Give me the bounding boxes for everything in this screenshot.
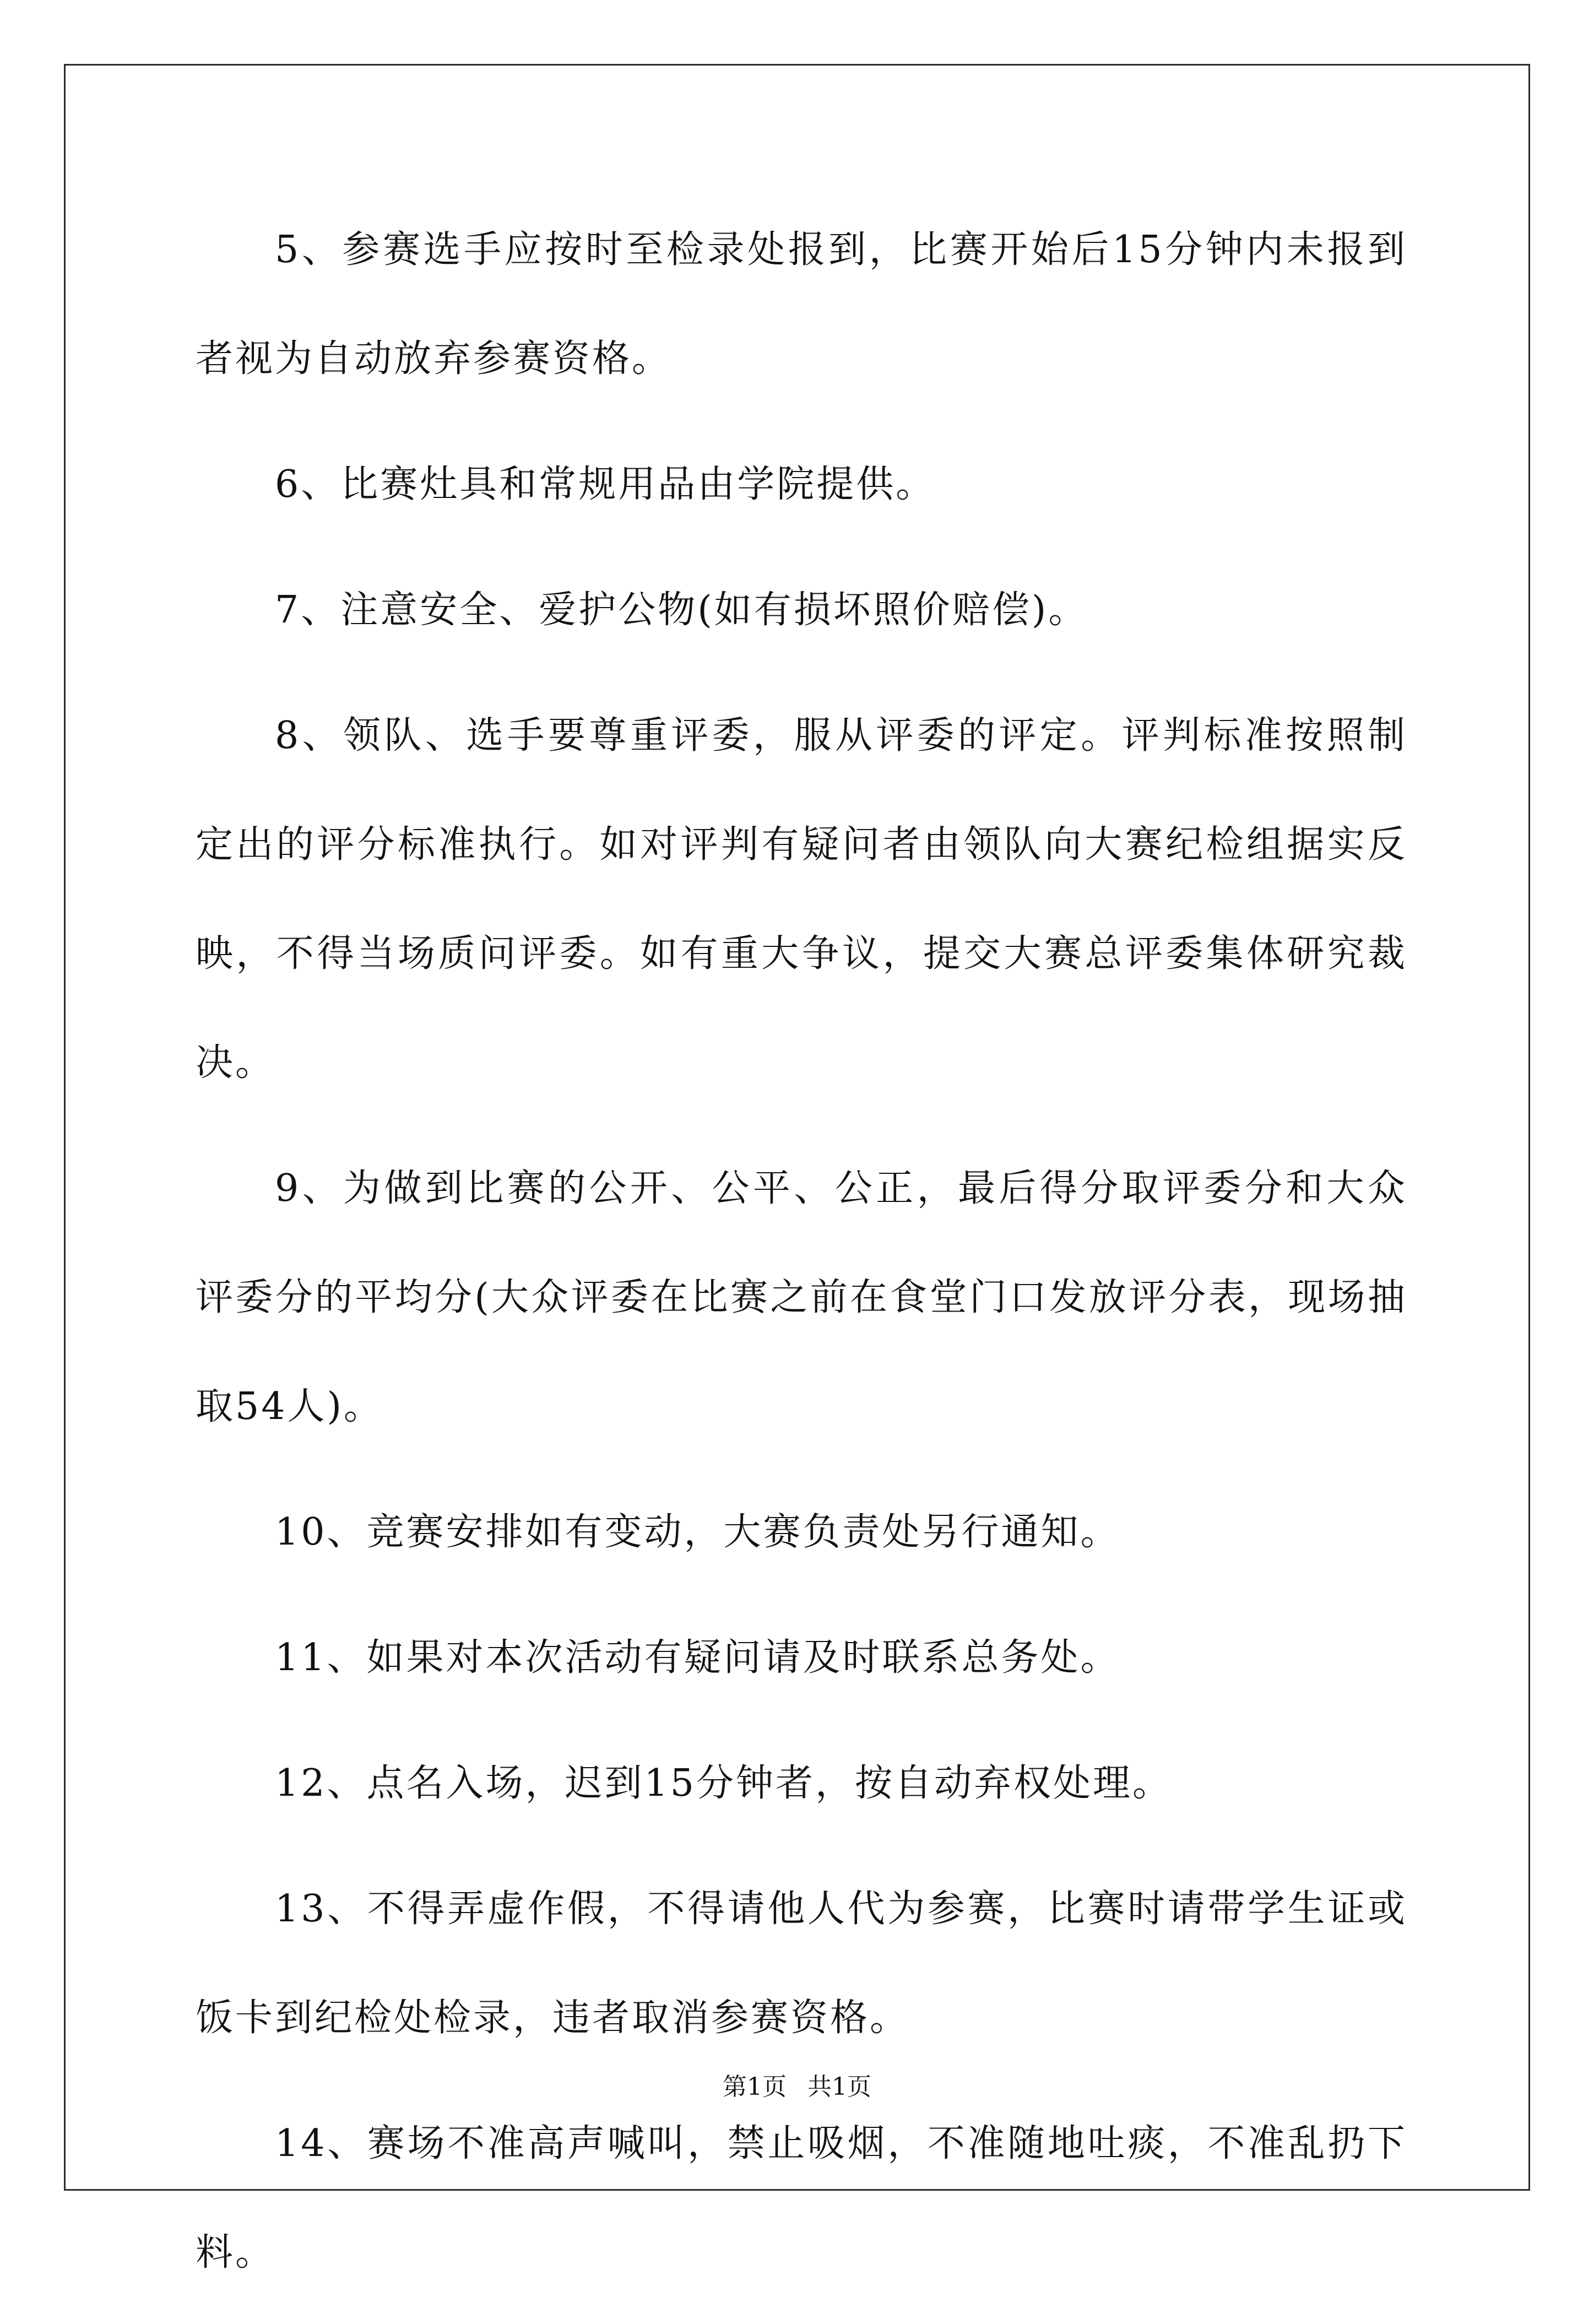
document-body	[196, 196, 1407, 2324]
rule-paragraph-6: 6、比赛灶具和常规用品由学院提供。	[275, 463, 936, 506]
rule-paragraph-14: 14、赛场不准高声喊叫，禁止吸烟，不准随地吐痰，不准乱扔下料。	[196, 2122, 1407, 2274]
page-footer	[0, 2067, 1594, 2102]
page-number: 第1页	[723, 2073, 787, 2101]
rule-paragraph-11: 11、如果对本次活动有疑问请及时联系总务处。	[275, 1636, 1120, 1680]
rule-paragraph-8: 8、领队、选手要尊重评委，服从评委的评定。评判标准按照制定出的评分标准执行。如对评判有疑问者由领队向大赛纪检组据实反映，不得当场质问评委。如有重大争议，提交大赛总评委集体研究裁决。	[196, 714, 1407, 1085]
rule-paragraph-5: 5、参赛选手应按时至检录处报到，比赛开始后15分钟内未报到者视为自动放弃参赛资格。	[196, 228, 1407, 381]
rule-paragraph-13: 13、不得弄虚作假，不得请他人代为参赛，比赛时请带学生证或饭卡到纪检处检录，违者取消参赛资格。	[196, 1887, 1407, 2040]
rule-paragraph-7: 7、注意安全、爱护公物(如有损坏照价赔偿)。	[275, 588, 1088, 632]
rule-paragraph-9: 9、为做到比赛的公开、公平、公正，最后得分取评委分和大众评委分的平均分(大众评委在比赛之前在食堂门口发放评分表，现场抽取54人)。	[196, 1167, 1407, 1428]
rule-paragraph-10: 10、竞赛安排如有变动，大赛负责处另行通知。	[275, 1510, 1120, 1554]
rule-paragraph-12: 12、点名入场，迟到15分钟者，按自动弃权处理。	[275, 1762, 1173, 1805]
page-total: 共1页	[807, 2073, 871, 2101]
